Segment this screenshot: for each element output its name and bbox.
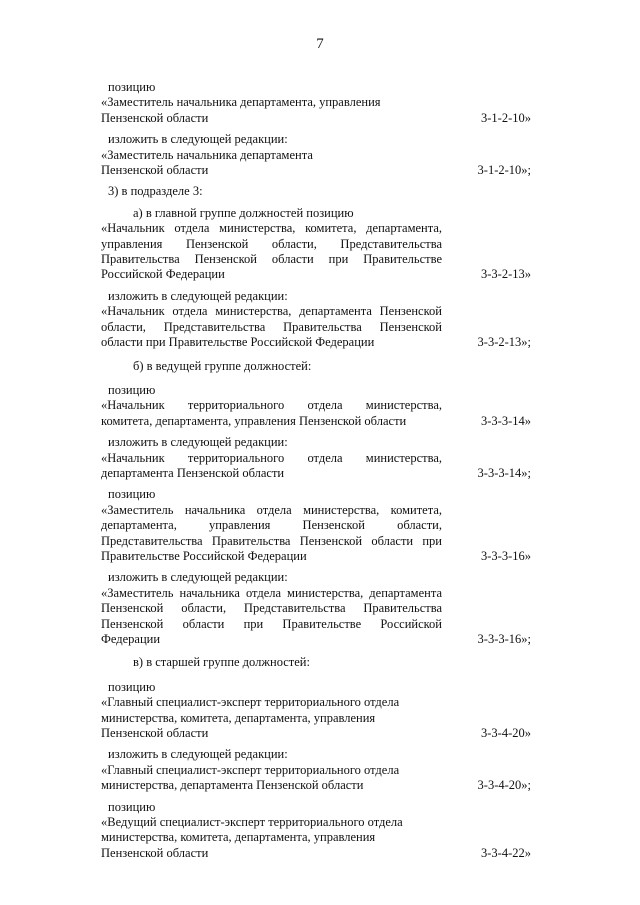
instruction-label: позицию — [108, 80, 156, 94]
position-entry — [101, 304, 531, 350]
page-number: 7 — [316, 36, 324, 52]
group-heading: а) в главной группе должностей позицию — [133, 205, 354, 220]
position-title-line: Пензенской области, Представительства Правительства — [101, 601, 442, 616]
position-title — [101, 503, 442, 565]
position-title-line: «Начальник отдела министерства, департамента Пензенской — [101, 304, 442, 319]
instruction-label: изложить в следующей редакции: — [108, 747, 288, 762]
position-title-line: «Заместитель начальника отдела министерства, департамента — [101, 585, 442, 600]
position-title-line: «Начальник отдела министерства, комитета, департамента, — [101, 221, 442, 236]
position-title-line: «Заместитель начальника отдела министерства, комитета, — [101, 502, 442, 517]
position-title-line: комитета, департамента, управления Пензенской области — [101, 413, 407, 428]
position-code: 3-3-4-22» — [481, 845, 531, 860]
position-title-line: «Начальник территориального отдела министерства, — [101, 450, 442, 465]
position-title-line: «Главный специалист-эксперт территориального отдела — [101, 695, 400, 710]
position-entry — [101, 763, 531, 794]
position-title-line: Пензенской области — [101, 110, 209, 125]
position-code: 3-1-2-10» — [481, 110, 531, 125]
position-title — [101, 398, 442, 429]
position-title-line: департамента Пензенской области — [101, 465, 285, 480]
position-title-line: «Главный специалист-эксперт территориального отдела — [101, 762, 400, 777]
instruction-label: изложить в следующей редакции: — [108, 288, 288, 303]
position-code: 3-3-3-14»; — [477, 465, 531, 480]
position-code: 3-3-4-20»; — [477, 778, 531, 793]
position-title — [101, 148, 442, 179]
position-title-line: области, Представительства Правительства Пензенской — [101, 319, 442, 334]
position-title-line: Федерации — [101, 632, 161, 646]
position-title-line: Пензенской области — [101, 726, 209, 741]
position-title-line: министерства, комитета, департамента, управления — [101, 830, 376, 845]
instruction-label: позицию — [108, 799, 156, 814]
position-title-line: Представительства Правительства Пензенской области при — [101, 533, 442, 548]
position-entry — [101, 815, 531, 861]
instruction-label: позицию — [108, 382, 156, 397]
position-title — [101, 95, 442, 126]
position-title — [101, 451, 442, 482]
instruction-label: позицию — [108, 487, 156, 502]
position-entry — [101, 398, 531, 429]
instruction-label: изложить в следующей редакции: — [108, 132, 288, 147]
position-title-line: Пензенской области при Правительстве Российской — [101, 616, 442, 631]
group-heading: б) в ведущей группе должностей: — [133, 358, 312, 373]
position-code: 3-3-2-13» — [481, 267, 531, 282]
position-title-line: управления Пензенской области, Представительства — [101, 236, 442, 251]
position-entry — [101, 148, 531, 179]
position-title-line: «Заместитель начальника департамента — [101, 147, 313, 162]
position-entry — [101, 95, 531, 126]
position-title — [101, 763, 442, 794]
position-title-line: Правительстве Российской Федерации — [101, 548, 307, 563]
position-entry — [101, 695, 531, 741]
instruction-label: позицию — [108, 679, 156, 694]
instruction-label: изложить в следующей редакции: — [108, 435, 288, 450]
position-entry — [101, 503, 531, 565]
position-title-line: области при Правительстве Российской Федерации — [101, 335, 375, 350]
position-code: 3-3-4-20» — [481, 726, 531, 741]
position-entry — [101, 221, 531, 283]
position-entry — [101, 586, 531, 648]
position-code: 3-3-3-16»; — [477, 632, 531, 646]
position-title — [101, 586, 442, 648]
position-title-line: «Начальник территориального отдела министерства, — [101, 398, 442, 413]
instruction-label: изложить в следующей редакции: — [108, 570, 288, 585]
group-heading: в) в старшей группе должностей: — [133, 655, 310, 670]
position-title — [101, 695, 442, 741]
position-title-line: «Ведущий специалист-эксперт территориального отдела — [101, 815, 403, 830]
document-body — [101, 80, 531, 861]
position-title-line: Пензенской области — [101, 163, 209, 178]
position-title-line: Российской Федерации — [101, 267, 225, 282]
position-entry — [101, 451, 531, 482]
position-code: 3-1-2-10»; — [477, 163, 531, 178]
position-title — [101, 815, 442, 861]
position-title-line: министерства, комитета, департамента, управления — [101, 710, 376, 725]
position-title-line: Пензенской области — [101, 845, 209, 860]
subsection-heading: 3) в подразделе 3: — [108, 184, 203, 199]
position-code: 3-3-2-13»; — [477, 335, 531, 350]
position-code: 3-3-3-16» — [481, 548, 531, 563]
position-title — [101, 304, 442, 350]
position-title-line: «Заместитель начальника департамента, управления — [101, 95, 381, 110]
position-title-line: министерства, департамента Пензенской области — [101, 778, 364, 793]
position-title-line: Правительства Пензенской области при Правительстве — [101, 252, 442, 267]
position-title-line: департамента, управления Пензенской области, — [101, 518, 442, 533]
position-code: 3-3-3-14» — [481, 413, 531, 428]
position-title — [101, 221, 442, 283]
